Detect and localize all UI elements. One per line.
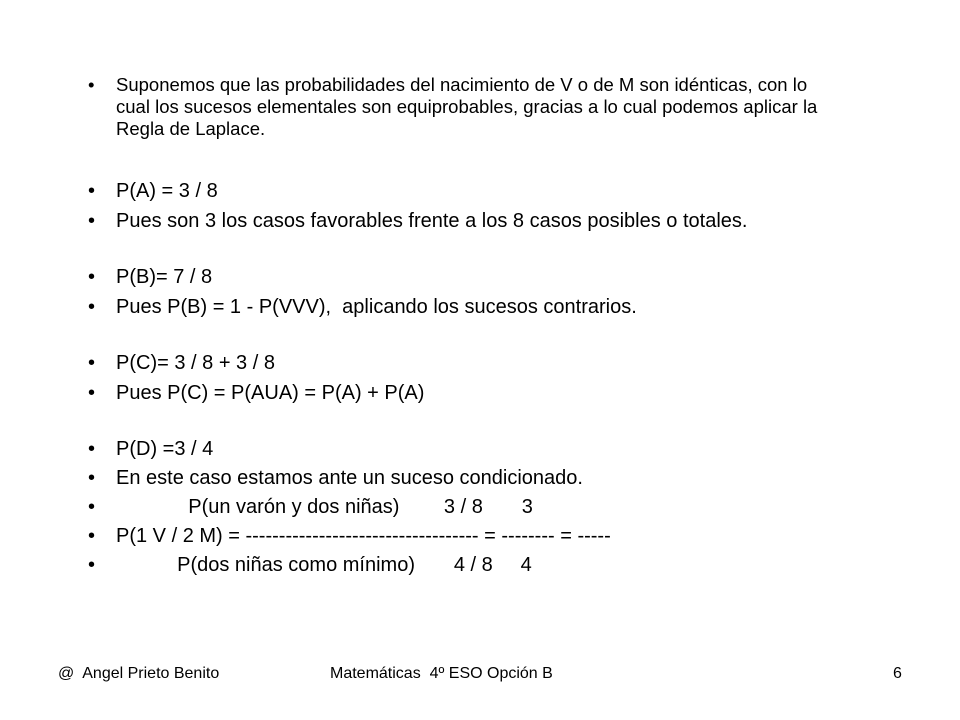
footer-course: Matemáticas 4º ESO Opción B: [330, 665, 553, 682]
bullet-glyph: •: [88, 554, 96, 576]
fraction-bar-line: P(1 V / 2 M) = ----------------------------------- = -------- = -----: [116, 525, 611, 547]
bullet-glyph: •: [88, 266, 96, 288]
bullet-glyph: •: [88, 210, 96, 232]
bullet-text-pa-explanation: Pues son 3 los casos favorables frente a los 8 casos posibles o totales.: [116, 210, 748, 232]
bullet-item: [0, 554, 960, 642]
footer-author: @ Angel Prieto Benito: [58, 665, 220, 682]
bullet-glyph: •: [88, 74, 95, 95]
bullet-glyph: •: [88, 496, 96, 518]
bullet-text-pd: P(D) =3 / 4: [116, 438, 214, 460]
bullet-text-pb: P(B)= 7 / 8: [116, 266, 213, 288]
bullet-glyph: •: [88, 467, 96, 489]
fraction-numerator: P(un varón y dos niñas) 3 / 8 3: [116, 496, 533, 518]
bullet-glyph: •: [88, 180, 96, 202]
bullet-text-intro: Suponemos que las probabilidades del nacimiento de V o de M son idénticas, con lo cual los sucesos elementales son equiprobables, gracias a lo cual podemos aplicar la Regla de Laplace.: [116, 74, 818, 139]
bullet-glyph: •: [88, 382, 96, 404]
bullet-item: [0, 74, 960, 162]
bullet-glyph: •: [88, 438, 96, 460]
bullet-text-pa: P(A) = 3 / 8: [116, 180, 218, 202]
bullet-glyph: •: [88, 352, 96, 374]
footer-page-number: 6: [893, 665, 902, 682]
bullet-text-pd-explanation: En este caso estamos ante un suceso condicionado.: [116, 467, 583, 489]
bullet-text-pc-explanation: Pues P(C) = P(AUA) = P(A) + P(A): [116, 382, 425, 404]
bullet-glyph: •: [88, 296, 96, 318]
bullet-text-pb-explanation: Pues P(B) = 1 - P(VVV), aplicando los sucesos contrarios.: [116, 296, 637, 318]
bullet-text-pc: P(C)= 3 / 8 + 3 / 8: [116, 352, 275, 374]
bullet-glyph: •: [88, 525, 96, 547]
fraction-denominator: P(dos niñas como mínimo) 4 / 8 4: [116, 554, 532, 576]
